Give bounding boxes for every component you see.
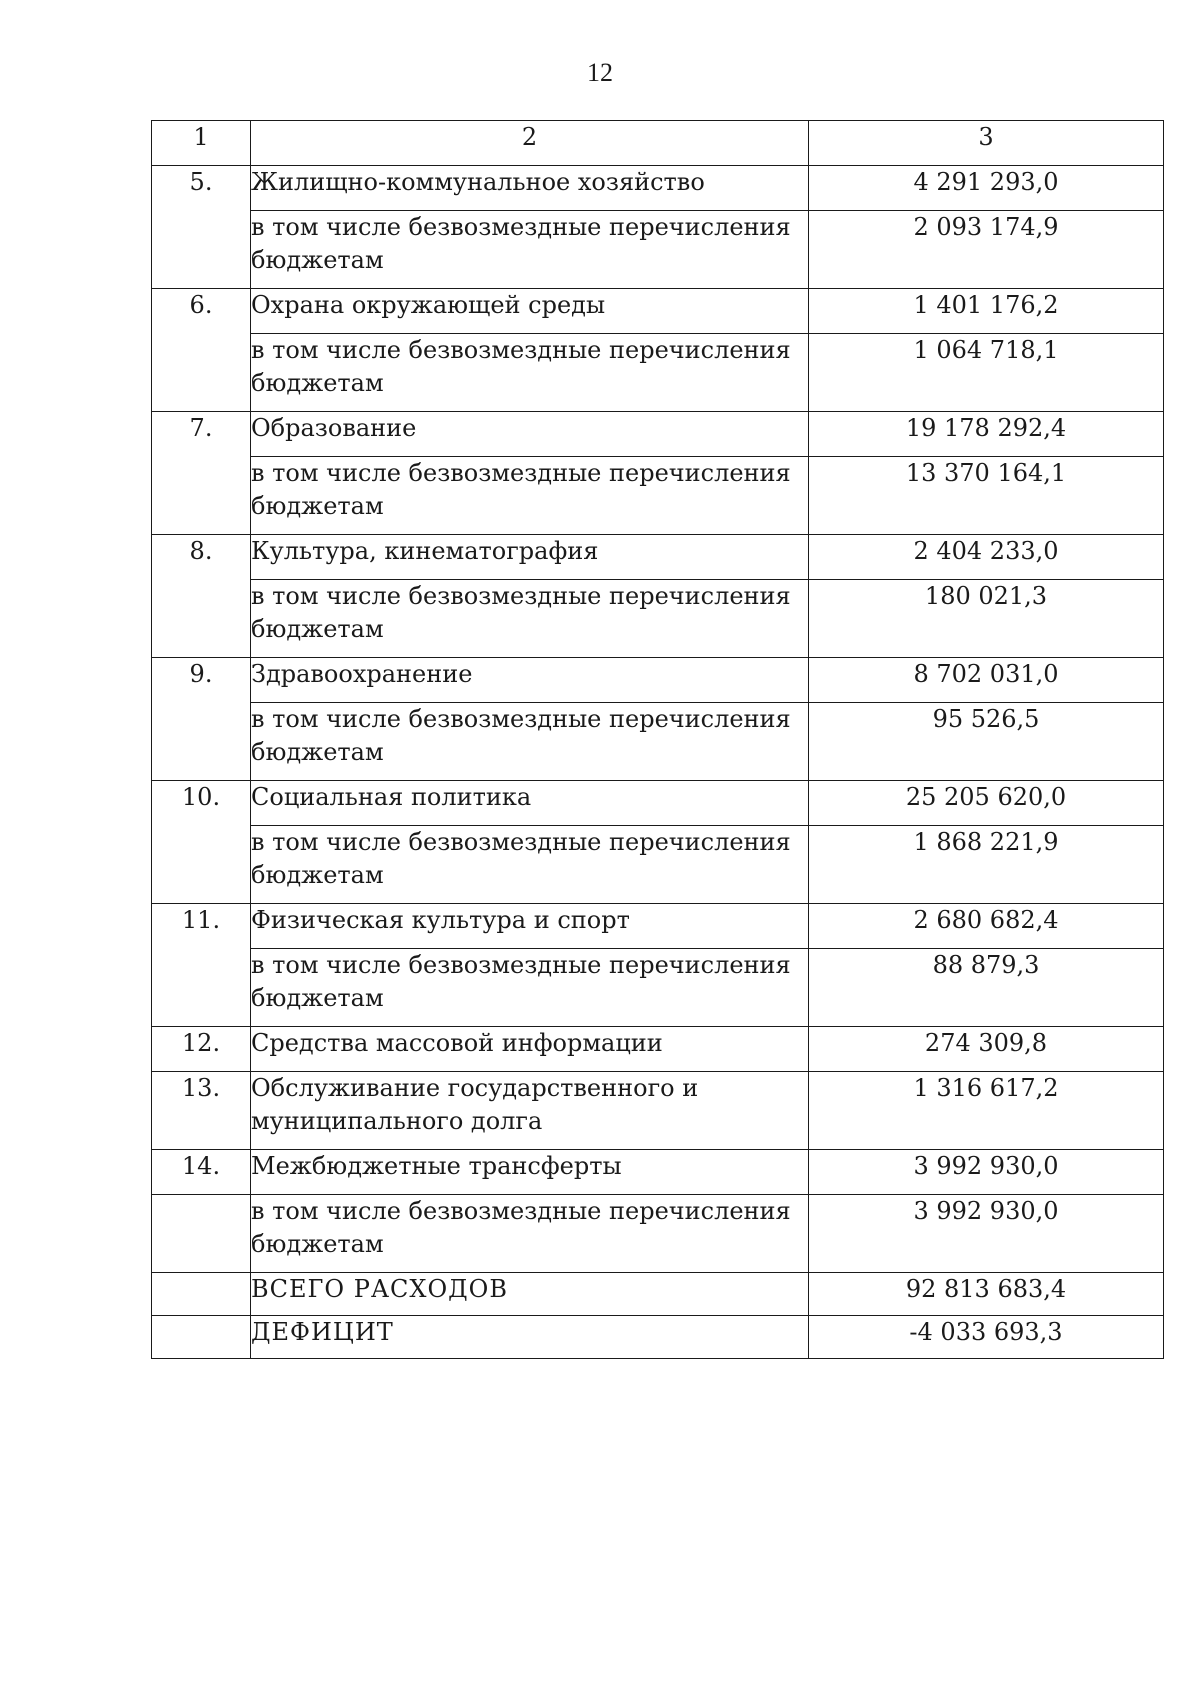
table-row: [152, 1150, 1164, 1195]
subrow-name: в том числе безвозмездные перечисления бюджетам: [251, 1195, 809, 1273]
row-value: 1 401 176,2: [809, 289, 1164, 334]
row-number: 7.: [152, 412, 251, 457]
subrow-value: 13 370 164,1: [809, 457, 1164, 535]
table-row: [152, 904, 1164, 949]
row-number: 10.: [152, 781, 251, 826]
row-value: 3 992 930,0: [809, 1150, 1164, 1195]
subrow-value: 180 021,3: [809, 580, 1164, 658]
table-subrow: [152, 826, 1164, 904]
deficit-row: [152, 1316, 1164, 1359]
subrow-name: в том числе безвозмездные перечисления бюджетам: [251, 457, 809, 535]
row-number: 5.: [152, 166, 251, 211]
table-subrow: [152, 949, 1164, 1027]
row-name: Межбюджетные трансферты: [251, 1150, 809, 1195]
subrow-name: в том числе безвозмездные перечисления бюджетам: [251, 826, 809, 904]
row-number: 8.: [152, 535, 251, 580]
table-header-row: [152, 121, 1164, 166]
table-subrow: [152, 211, 1164, 289]
row-number-empty: [152, 580, 251, 658]
column-header-3: 3: [809, 121, 1164, 166]
subrow-name: в том числе безвозмездные перечисления бюджетам: [251, 211, 809, 289]
row-number: 6.: [152, 289, 251, 334]
row-name: Культура, кинематография: [251, 535, 809, 580]
row-name: Социальная политика: [251, 781, 809, 826]
row-value: 2 680 682,4: [809, 904, 1164, 949]
table-subrow: [152, 334, 1164, 412]
row-name: Обслуживание государственного и муниципального долга: [251, 1072, 809, 1150]
row-value: 8 702 031,0: [809, 658, 1164, 703]
row-name: Средства массовой информации: [251, 1027, 809, 1072]
row-value: 4 291 293,0: [809, 166, 1164, 211]
row-name: Жилищно-коммунальное хозяйство: [251, 166, 809, 211]
deficit-value: -4 033 693,3: [809, 1316, 1164, 1359]
table-row: [152, 535, 1164, 580]
row-number: 11.: [152, 904, 251, 949]
subrow-value: 1 868 221,9: [809, 826, 1164, 904]
row-number: 13.: [152, 1072, 251, 1150]
row-value: 1 316 617,2: [809, 1072, 1164, 1150]
total-label: ВСЕГО РАСХОДОВ: [251, 1273, 809, 1316]
column-header-2: 2: [251, 121, 809, 166]
row-name: Охрана окружающей среды: [251, 289, 809, 334]
row-number-empty: [152, 334, 251, 412]
row-name: Образование: [251, 412, 809, 457]
deficit-label: ДЕФИЦИТ: [251, 1316, 809, 1359]
row-number-empty: [152, 211, 251, 289]
table-subrow: [152, 1195, 1164, 1273]
subrow-value: 95 526,5: [809, 703, 1164, 781]
subrow-value: 1 064 718,1: [809, 334, 1164, 412]
subrow-value: 2 093 174,9: [809, 211, 1164, 289]
table-row: [152, 166, 1164, 211]
subrow-value: 88 879,3: [809, 949, 1164, 1027]
row-name: Физическая культура и спорт: [251, 904, 809, 949]
subrow-name: в том числе безвозмездные перечисления бюджетам: [251, 334, 809, 412]
subrow-name: в том числе безвозмездные перечисления бюджетам: [251, 703, 809, 781]
table-row: [152, 1072, 1164, 1150]
row-value: 19 178 292,4: [809, 412, 1164, 457]
budget-expenses-table: [151, 120, 1164, 1359]
total-value: 92 813 683,4: [809, 1273, 1164, 1316]
row-number: 12.: [152, 1027, 251, 1072]
row-number: 14.: [152, 1150, 251, 1195]
row-number-empty: [152, 1195, 251, 1273]
table-row: [152, 412, 1164, 457]
row-number-empty: [152, 949, 251, 1027]
table-row: [152, 289, 1164, 334]
row-number-empty: [152, 1316, 251, 1359]
row-number: 9.: [152, 658, 251, 703]
table-row: [152, 781, 1164, 826]
table-subrow: [152, 580, 1164, 658]
subrow-name: в том числе безвозмездные перечисления бюджетам: [251, 580, 809, 658]
table-subrow: [152, 457, 1164, 535]
table-row: [152, 1027, 1164, 1072]
table-subrow: [152, 703, 1164, 781]
subrow-name: в том числе безвозмездные перечисления бюджетам: [251, 949, 809, 1027]
row-number-empty: [152, 826, 251, 904]
row-number-empty: [152, 1273, 251, 1316]
row-number-empty: [152, 457, 251, 535]
row-value: 25 205 620,0: [809, 781, 1164, 826]
page-number: 12: [587, 58, 613, 87]
row-value: 274 309,8: [809, 1027, 1164, 1072]
total-row: [152, 1273, 1164, 1316]
row-value: 2 404 233,0: [809, 535, 1164, 580]
table-row: [152, 658, 1164, 703]
row-number-empty: [152, 703, 251, 781]
row-name: Здравоохранение: [251, 658, 809, 703]
column-header-1: 1: [152, 121, 251, 166]
subrow-value: 3 992 930,0: [809, 1195, 1164, 1273]
